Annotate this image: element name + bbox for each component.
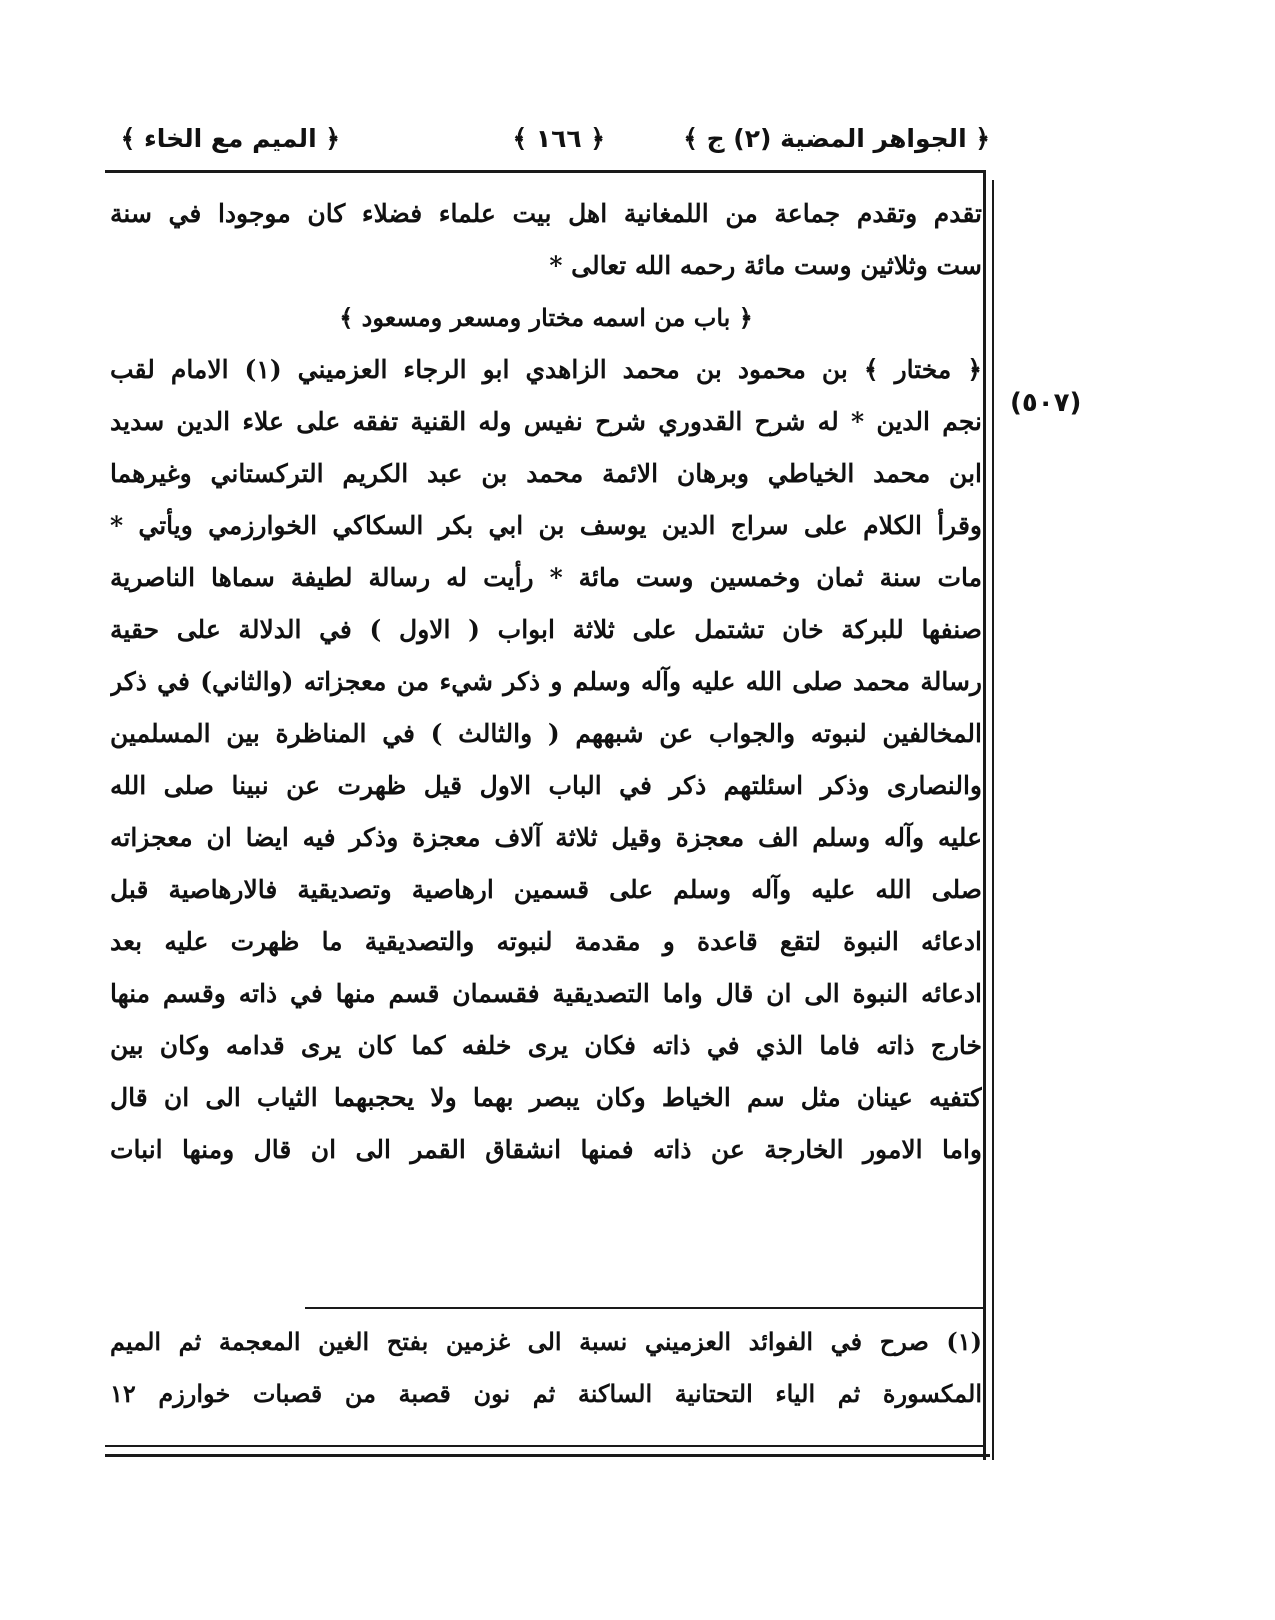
text-line: ست وثلاثين وست مائة رحمه الله تعالى * [549, 251, 982, 280]
text-line: والنصارى وذكر اسئلتهم ذكر في الباب الاول قيل ظهرت عن نبينا صلى الله [110, 771, 982, 800]
text-line: خارج ذاته فاما الذي في ذاته فكان يرى خلفه كما كان يرى قدامه وكان بين [110, 1031, 982, 1060]
book-title: ﴿ الجواهر المضية (٢) ج ﴾ [683, 124, 990, 153]
text-line: ادعائه النبوة الى ان قال واما التصديقية فقسمان قسم منها في ذاته وقسم منها [110, 979, 982, 1008]
text-line: صنفها للبركة خان تشتمل على ثلاثة ابواب ( الاول ) في الدلالة على حقية [110, 615, 982, 644]
section-title: ﴿ الميم مع الخاء ﴾ [120, 124, 340, 153]
page-number: ﴿ ١٦٦ ﴾ [512, 124, 605, 153]
text-line: واما الامور الخارجة عن ذاته فمنها انشقاق القمر الى ان قال ومنها انبات [110, 1135, 982, 1164]
text-line: مات سنة ثمان وخمسين وست مائة * رأيت له رسالة لطيفة سماها الناصرية [110, 563, 982, 592]
footnote-rule [305, 1307, 985, 1309]
footnote-line: المكسورة ثم الياء التحتانية الساكنة ثم نون قصبة من قصبات خوارزم ١٢ [110, 1379, 982, 1408]
main-text [110, 188, 982, 1176]
footnote [110, 1316, 982, 1420]
right-border [983, 170, 986, 1460]
text-line: نجم الدين * له شرح القدوري شرح نفيس وله القنية تفقه على علاء الدين سديد [110, 407, 982, 436]
text-line: تقدم وتقدم جماعة من اللمغانية اهل بيت علماء فضلاء كان موجودا في سنة [110, 199, 982, 228]
text-line: وقرأ الكلام على سراج الدين يوسف بن ابي بكر السكاكي الخوارزمي ويأتي * [110, 511, 982, 540]
page-header [110, 118, 990, 166]
right-border-inner [992, 180, 994, 1460]
text-line: المخالفين لنبوته والجواب عن شبههم ( والثالث ) في المناظرة بين المسلمين [110, 719, 982, 748]
entry-number: (٥٠٧) [1010, 388, 1082, 418]
text-line: كتفيه عينان مثل سم الخياط وكان يبصر بهما ولا يحجبهما الثياب الى ان قال [110, 1083, 982, 1112]
text-line: ادعائه النبوة لتقع قاعدة و مقدمة لنبوته والتصديقية ما ظهرت عليه بعد [110, 927, 982, 956]
entry-heading-line: ﴿ مختار ﴾ بن محمود بن محمد الزاهدي ابو الرجاء العزميني (١) الامام لقب [110, 355, 982, 384]
chapter-heading: ﴿ باب من اسمه مختار ومسعر ومسعود ﴾ [339, 303, 753, 332]
bottom-rule-2 [105, 1454, 990, 1457]
top-rule [105, 170, 985, 173]
bottom-rule-1 [105, 1445, 985, 1447]
text-line: رسالة محمد صلى الله عليه وآله وسلم و ذكر شيء من معجزاته (والثاني) في ذكر [110, 667, 982, 696]
text-line: عليه وآله وسلم الف معجزة وقيل ثلاثة آلاف معجزة وذكر فيه ايضا ان معجزاته [110, 823, 982, 852]
text-line: ابن محمد الخياطي وبرهان الائمة محمد بن عبد الكريم التركستاني وغيرهما [110, 459, 982, 488]
footnote-line: (١) صرح في الفوائد العزميني نسبة الى غزمين بفتح الغين المعجمة ثم الميم [110, 1327, 982, 1356]
text-line: صلى الله عليه وآله وسلم على قسمين ارهاصية وتصديقية فالارهاصية قبل [110, 875, 982, 904]
